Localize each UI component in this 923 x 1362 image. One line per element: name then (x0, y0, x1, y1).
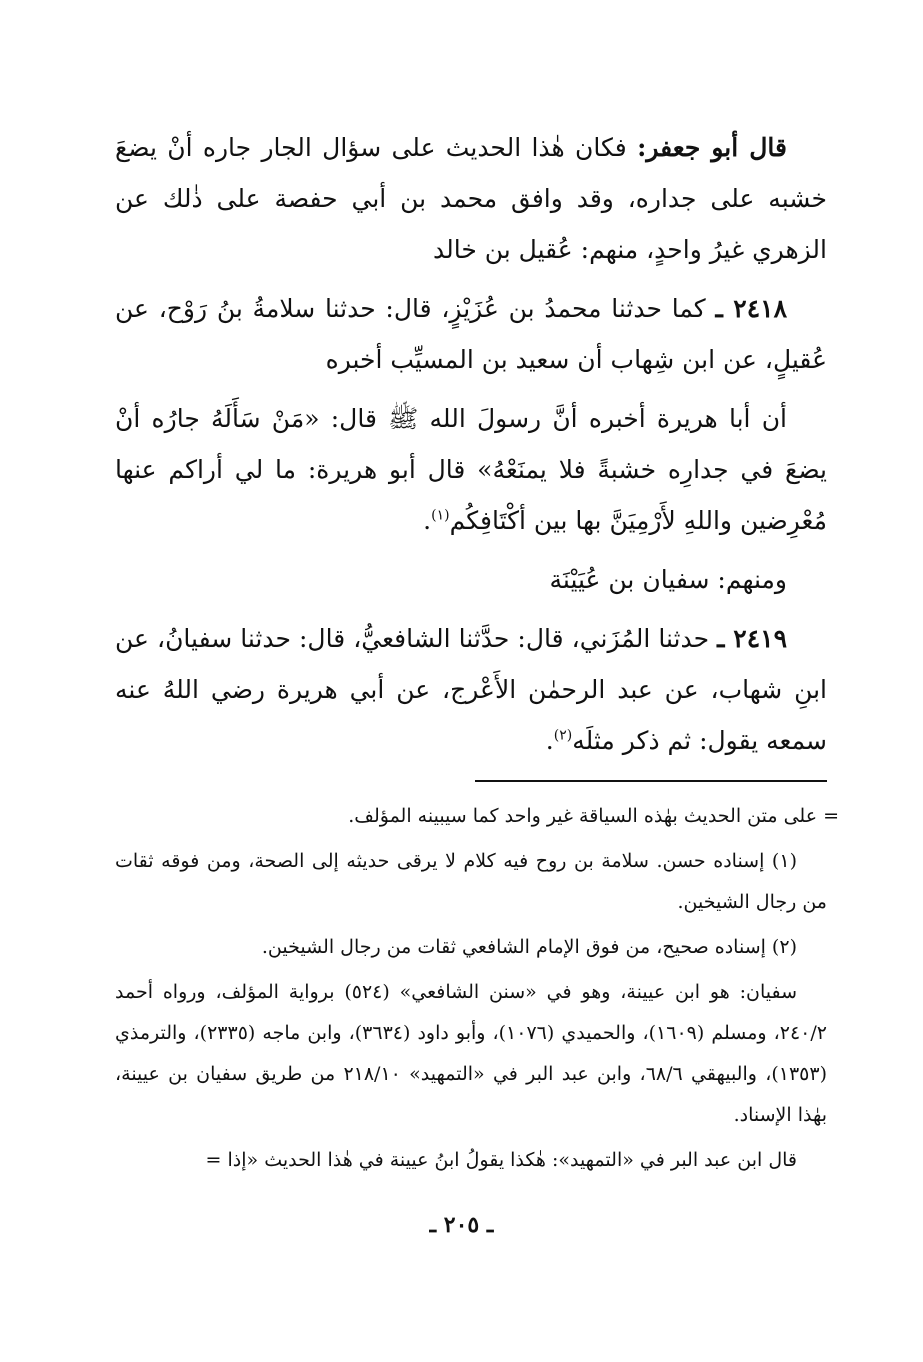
footnote-1: (١) إسناده حسن. سلامة بن روح فيه كلام لا يرقى حديثه إلى الصحة، ومن فوقه ثقات من رجال الشيخين. (115, 850, 827, 913)
footnote-2-detail: سفيان: هو ابن عيينة، وهو في «سنن الشافعي» (٥٢٤) برواية المؤلف، ورواه أحمد ٢٤٠/٢، ومسلم (١٦٠٩)، والحميدي (١٠٧٦)، وأبو داود (٣٦٣٤)، وابن ماجه (٢٣٣٥)، والترمذي (١٣٥٣)، والبيهقي ٦٨/٦، وابن عبد البر في «التمهيد» ٢١٨/١٠ من طريق سفيان بن عيينة، بهٰذا الإسناد. (115, 981, 828, 1126)
footnote-2-note: قال ابن عبد البر في «التمهيد»: هٰكذا يقولُ ابنُ عيينة في هٰذا الحديث «إذا = (205, 1149, 797, 1171)
paragraph-minhum (115, 554, 827, 605)
main-text (115, 122, 827, 766)
footnote-ref-1: (١) (431, 507, 450, 524)
paragraph-text: ومنهم: سفيان بن عُيَيْنَة (549, 565, 787, 594)
hadith-2419 (115, 613, 827, 766)
hadith-number: ٢٤١٨ ـ (715, 294, 787, 323)
footnote-2: (٢) إسناده صحيح، من فوق الإمام الشافعي ثقات من رجال الشيخين. (261, 936, 797, 958)
hadith-number: ٢٤١٩ ـ (717, 624, 787, 653)
sentence-end: . (423, 506, 432, 535)
hadith-2418 (115, 283, 827, 385)
paragraph-commentary (115, 122, 827, 275)
speaker-label: قال أبو جعفر: (637, 133, 787, 162)
footnote-continuation: = على متن الحديث بهٰذه السياقة غير واحد كما سيبينه المؤلف. (348, 805, 839, 827)
paragraph-text: فكان هٰذا الحديث على سؤال الجار جاره أنْ يضعَ خشبه على جداره، وقد وافق محمد بن أبي حفصة على ذٰلك عن الزهري غيرُ واحدٍ، منهم: عُقيل بن خالد (115, 133, 827, 264)
hadith-isnad: حدثنا المُزَني، قال: حدَّثنا الشافعيُّ، قال: حدثنا سفيانُ، عن ابنِ شهاب، عن عبد الرحمٰن الأَعْرج، عن أبي هريرة رضي اللهُ عنه سمعه يقول: ثم ذكر مثلَه (115, 624, 828, 755)
hadith-isnad: كما حدثنا محمدُ بن عُزَيْزٍ، قال: حدثنا سلامةُ بنُ رَوْح، عن عُقيلٍ، عن ابن شِهاب أن سعيد بن المسيِّب أخبره (115, 294, 827, 374)
footnote-ref-2: (٢) (553, 727, 573, 744)
hadith-matn (115, 393, 827, 546)
page-number: ـ ٢٠٥ ـ (429, 1212, 494, 1238)
footnote-divider (475, 780, 827, 782)
sentence-end: . (545, 726, 554, 755)
footnotes (115, 796, 839, 1181)
hadith-text: أن أبا هريرة أخبره أنَّ رسولَ الله ﷺ قال: «مَنْ سَأَلَهُ جارُه أنْ يضعَ في جدارِه خشبةً فلا يمنَعْهُ» قال أبو هريرة: ما لي أراكم عنها مُعْرِضين واللهِ لأَرْمِيَنَّ بها بين أكْتَافِكُم (115, 404, 827, 535)
page-body (115, 122, 839, 1185)
